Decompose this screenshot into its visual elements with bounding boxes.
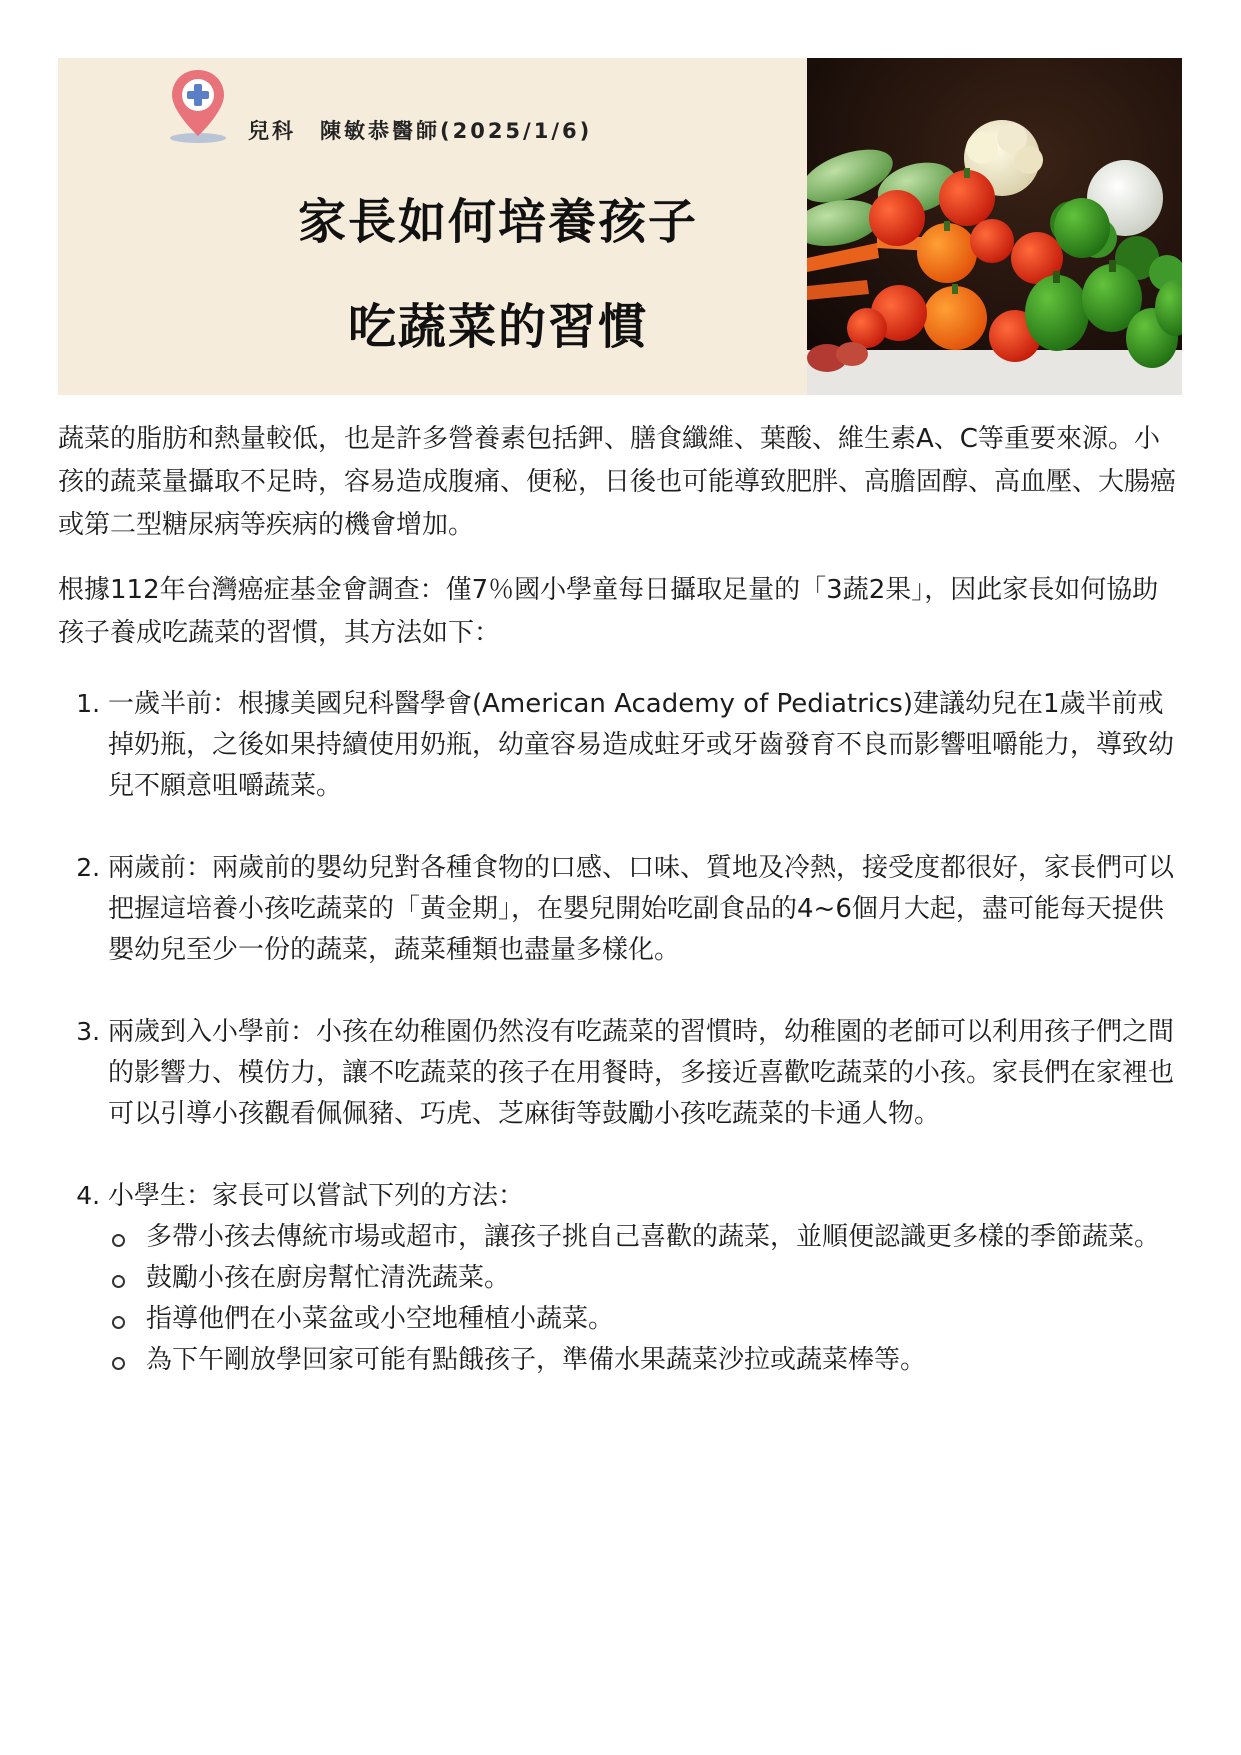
sub-list-item: 多帶小孩去傳統市場或超市，讓孩子挑自己喜歡的蔬菜，並順便認識更多樣的季節蔬菜。 xyxy=(146,1217,1182,1258)
steps-list xyxy=(58,683,1182,1381)
list-item xyxy=(108,1011,1182,1135)
sub-list xyxy=(108,1217,1182,1381)
page-title-line-2: 吃蔬菜的習慣 xyxy=(347,299,648,355)
list-item xyxy=(108,847,1182,971)
sub-list-item: 鼓勵小孩在廚房幫忙清洗蔬菜。 xyxy=(146,1258,1182,1299)
header-text-area xyxy=(58,58,807,395)
step-text: 一歲半前：根據美國兒科醫學會(American Academy of Pediatrics)建議幼兒在1歲半前戒掉奶瓶，之後如果持續使用奶瓶，幼童容易造成蛀牙或牙齒發育不良而影響咀嚼能力，導致幼兒不願意咀嚼蔬菜。 xyxy=(108,689,1175,801)
step-text: 兩歲到入小學前：小孩在幼稚園仍然沒有吃蔬菜的習慣時，幼稚園的老師可以利用孩子們之間的影響力、模仿力，讓不吃蔬菜的孩子在用餐時，多接近喜歡吃蔬菜的小孩。家長們在家裡也可以引導小孩觀看佩佩豬、巧虎、芝麻街等鼓勵小孩吃蔬菜的卡通人物。 xyxy=(108,1017,1175,1129)
step-text: 小學生：家長可以嘗試下列的方法： xyxy=(108,1181,525,1211)
article-body xyxy=(58,418,1182,1421)
step-text: 兩歲前：兩歲前的嬰幼兒對各種食物的口感、口味、質地及冷熱，接受度都很好，家長們可以把握這培養小孩吃蔬菜的「黃金期」，在嬰兒開始吃副食品的4~6個月大起，盡可能每天提供嬰幼兒至少一份的蔬菜，蔬菜種類也盡量多樣化。 xyxy=(108,853,1175,965)
doctor-line: 兒科 陳敏恭醫師(2025/1/6) xyxy=(248,119,593,143)
sub-list-item: 指導他們在小菜盆或小空地種植小蔬菜。 xyxy=(146,1299,1182,1340)
header-banner xyxy=(58,58,1182,395)
intro-paragraph-1: 蔬菜的脂肪和熱量較低，也是許多營養素包括鉀、膳食纖維、葉酸、維生素A、C等重要來源。小孩的蔬菜量攝取不足時，容易造成腹痛、便秘，日後也可能導致肥胖、高膽固醇、高血壓、大腸癌或第二型糖尿病等疾病的機會增加。 xyxy=(58,424,1177,540)
vegetables-illustration xyxy=(807,58,1182,395)
list-item xyxy=(108,683,1182,807)
vegetables-photo xyxy=(807,58,1182,395)
list-item xyxy=(108,1175,1182,1381)
sub-list-item: 為下午剛放學回家可能有點餓孩子，準備水果蔬菜沙拉或蔬菜棒等。 xyxy=(146,1340,1182,1381)
page-title-line-1: 家長如何培養孩子 xyxy=(297,194,698,250)
location-pin-medical-icon xyxy=(166,66,230,146)
intro-paragraph-2: 根據112年台灣癌症基金會調查：僅7％國小學童每日攝取足量的「3蔬2果」，因此家長如何協助孩子養成吃蔬菜的習慣，其方法如下： xyxy=(58,575,1159,648)
